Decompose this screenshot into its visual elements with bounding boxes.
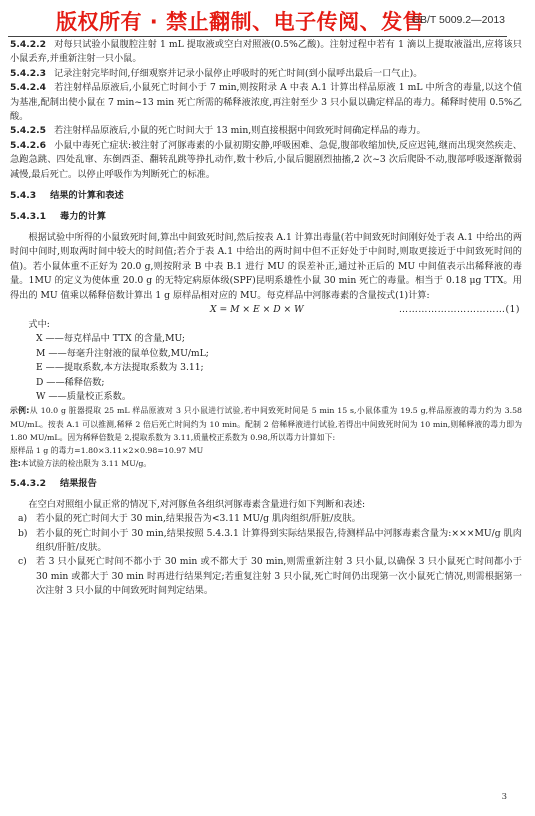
example-text: 从 10.0 g 脏器提取 25 mL 样品原液对 3 只小鼠进行试验,若中间致死时间是 5 min 15 s,小鼠体重为 19.5 g,样品原液的毒力约为 3.58 MU/mL。按表 A.1 可以推测,稀释 2 倍后死亡时间约为 10 min。配制 2 倍稀释液进行试验,若得出中间致死时间为 10 min,则稀释液的毒力即为 1.80 MU/mL。因为稀释倍数是 2,提取系数为 3.11,质量校正系数为 0.98,所以毒力计算如下:: [10, 406, 522, 442]
section-title: 结果报告: [60, 478, 97, 490]
clause-number: 5.4.2.6: [10, 139, 47, 151]
clause-number: 5.4.2.4: [10, 82, 47, 94]
definition-w: W ——质量校正系数。: [36, 390, 132, 402]
clause-text: 若注射样品原液后,小鼠的死亡时间大于 13 min,则直接根据中间致死时间确定样品的毒力。: [54, 125, 426, 137]
section-number: 5.4.3: [10, 190, 37, 202]
clause-5-4-2-3: [10, 67, 522, 81]
page-header: [0, 6, 535, 34]
formula-number: ……………………………(1): [398, 303, 520, 315]
formula-1: [10, 303, 522, 318]
list-text: 若 3 只小鼠死亡时间不都小于 30 min 或不都大于 30 min,则需重新注射 3 只小鼠,以确保 3 只小鼠死亡时间都小于 30 min 或都大于 30 min 时再进行结果判定;若重复注射 3 只小鼠,死亡时间仍出现第一次小鼠死亡情况,则需根据第一次注射 3 只小鼠的中间致死时间判定结果。: [36, 556, 522, 597]
formula-expression: X = M × E × D × W: [210, 303, 304, 315]
definition-x: X ——每克样品中 TTX 的含量,MU;: [36, 333, 185, 345]
where-label: 式中:: [28, 318, 50, 330]
report-intro: 在空白对照组小鼠正常的情况下,对河豚鱼各组织河豚毒素含量进行如下判断和表述:: [28, 498, 366, 510]
note-label: 注:: [10, 459, 21, 469]
clause-text: 记录注射完毕时间,仔细观察并记录小鼠停止呼吸时的死亡时间(到小鼠呼出最后一口气止)。: [54, 67, 423, 79]
definition-e: E ——提取系数,本方法提取系数为 3.11;: [36, 362, 204, 374]
clause-text: 对每只试验小鼠腹腔注射 1 mL 提取液或空白对照液(0.5%乙酸)。注射过程中若有 1 滴以上提取液溢出,应将该只小鼠丢弃,并重新注射一只小鼠。: [10, 39, 522, 65]
example-note: [10, 457, 522, 470]
header-divider: [8, 36, 507, 37]
report-item-b: [10, 527, 522, 556]
note-text: 本试验方法的检出限为 3.11 MU/g。: [20, 459, 152, 469]
clause-text: 小鼠中毒死亡症状:被注射了河豚毒素的小鼠初期安静,呼吸困难、急促,腹部收缩加快,反应迟钝,继而出现突然疾走、急跑急跳、四处乱窜、东倒西歪、翻转乱跳等挣扎动作,数十秒后,小鼠后腿剧烈抽搐,2 次~3 次后爬卧不动,腹部呼吸逐渐微弱减慢,最后死亡。以停止呼吸作为判断死亡的标准。: [10, 139, 522, 180]
list-marker: c): [18, 556, 27, 568]
section-heading-5-4-3-2: [10, 477, 522, 491]
section-title: 结果的计算和表述: [50, 190, 124, 202]
example-label: 示例:: [10, 406, 30, 416]
example-calculation: 原样品 1 g 的毒力=1.80×3.11×2×0.98=10.97 MU: [10, 445, 204, 455]
clause-5-4-2-2: [10, 38, 522, 67]
section-heading-5-4-3-1: [10, 210, 522, 224]
section-number: 5.4.3.1: [10, 211, 47, 223]
definition-m: M ——每毫升注射液的鼠单位数,MU/mL;: [36, 347, 209, 359]
list-text: 若小鼠的死亡时间大于 30 min,结果报告为<3.11 MU/g 肌肉组织/肝脏/皮肤。: [36, 513, 361, 525]
report-item-c: [10, 555, 522, 598]
definition-d: D ——稀释倍数;: [36, 376, 105, 388]
list-text: 若小鼠的死亡时间小于 30 min,结果按照 5.4.3.1 计算得到实际结果报告,待测样品中河豚毒素含量为:×××MU/g 肌肉组织/肝脏/皮肤。: [36, 527, 522, 553]
page-number: 3: [501, 792, 507, 802]
clause-number: 5.4.2.3: [10, 67, 47, 79]
section-number: 5.4.3.2: [10, 478, 47, 490]
copyright-watermark: 版权所有 · 禁止翻制、电子传阅、发售: [56, 10, 425, 34]
clause-number: 5.4.2.2: [10, 39, 47, 50]
report-item-a: [10, 512, 522, 526]
clause-text: 若注射样品原液后,小鼠死亡时间小于 7 min,则按附录 A 中表 A.1 计算出样品原液 1 mL 中所含的毒量,以这个值为基准,配制出使小鼠在 7 min~13 min 死亡所需的稀释液浓度,再注射至少 3 只小鼠以确定样品的毒力。稀释时使用 0.5%乙酸。: [10, 82, 522, 123]
example-block: [10, 404, 522, 444]
section-title: 毒力的计算: [60, 211, 106, 223]
clause-number: 5.4.2.5: [10, 125, 47, 137]
document-body: [10, 38, 522, 599]
calculation-paragraph: 根据试验中所得的小鼠致死时间,算出中间致死时间,然后按表 A.1 计算出毒量(若中间致死时间刚好处于表 A.1 中给出的两时间中间时,则取两时间中较大的时间值;若介于表 A.1 中给出的两时间中但不正好处于中间时,则取更接近于中间致死时间的值)。若小鼠体重不正好为 20.0 g,则按附录 B 中表 B.1 进行 MU 的误差补正,通过补正后的 MU 中间值表示出稀释液的毒量。1MU 的定义为使体重 20.0 g 的无特定病原体级(SPF)昆明系雄性小鼠 30 min 死亡的毒量。相当于 0.18 μg TTX。用得出的 MU 值乘以稀释倍数计算出 1 g 原样品相对应的 MU。每克样品中河豚毒素的含量按式(1)计算:: [10, 231, 523, 301]
section-heading-5-4-3: [10, 189, 522, 203]
list-marker: b): [18, 527, 28, 539]
standard-number: GB/T 5009.2—2013: [411, 14, 505, 26]
clause-5-4-2-6: [10, 139, 522, 182]
clause-5-4-2-5: [10, 124, 522, 138]
clause-5-4-2-4: [10, 81, 522, 124]
list-marker: a): [18, 513, 28, 525]
